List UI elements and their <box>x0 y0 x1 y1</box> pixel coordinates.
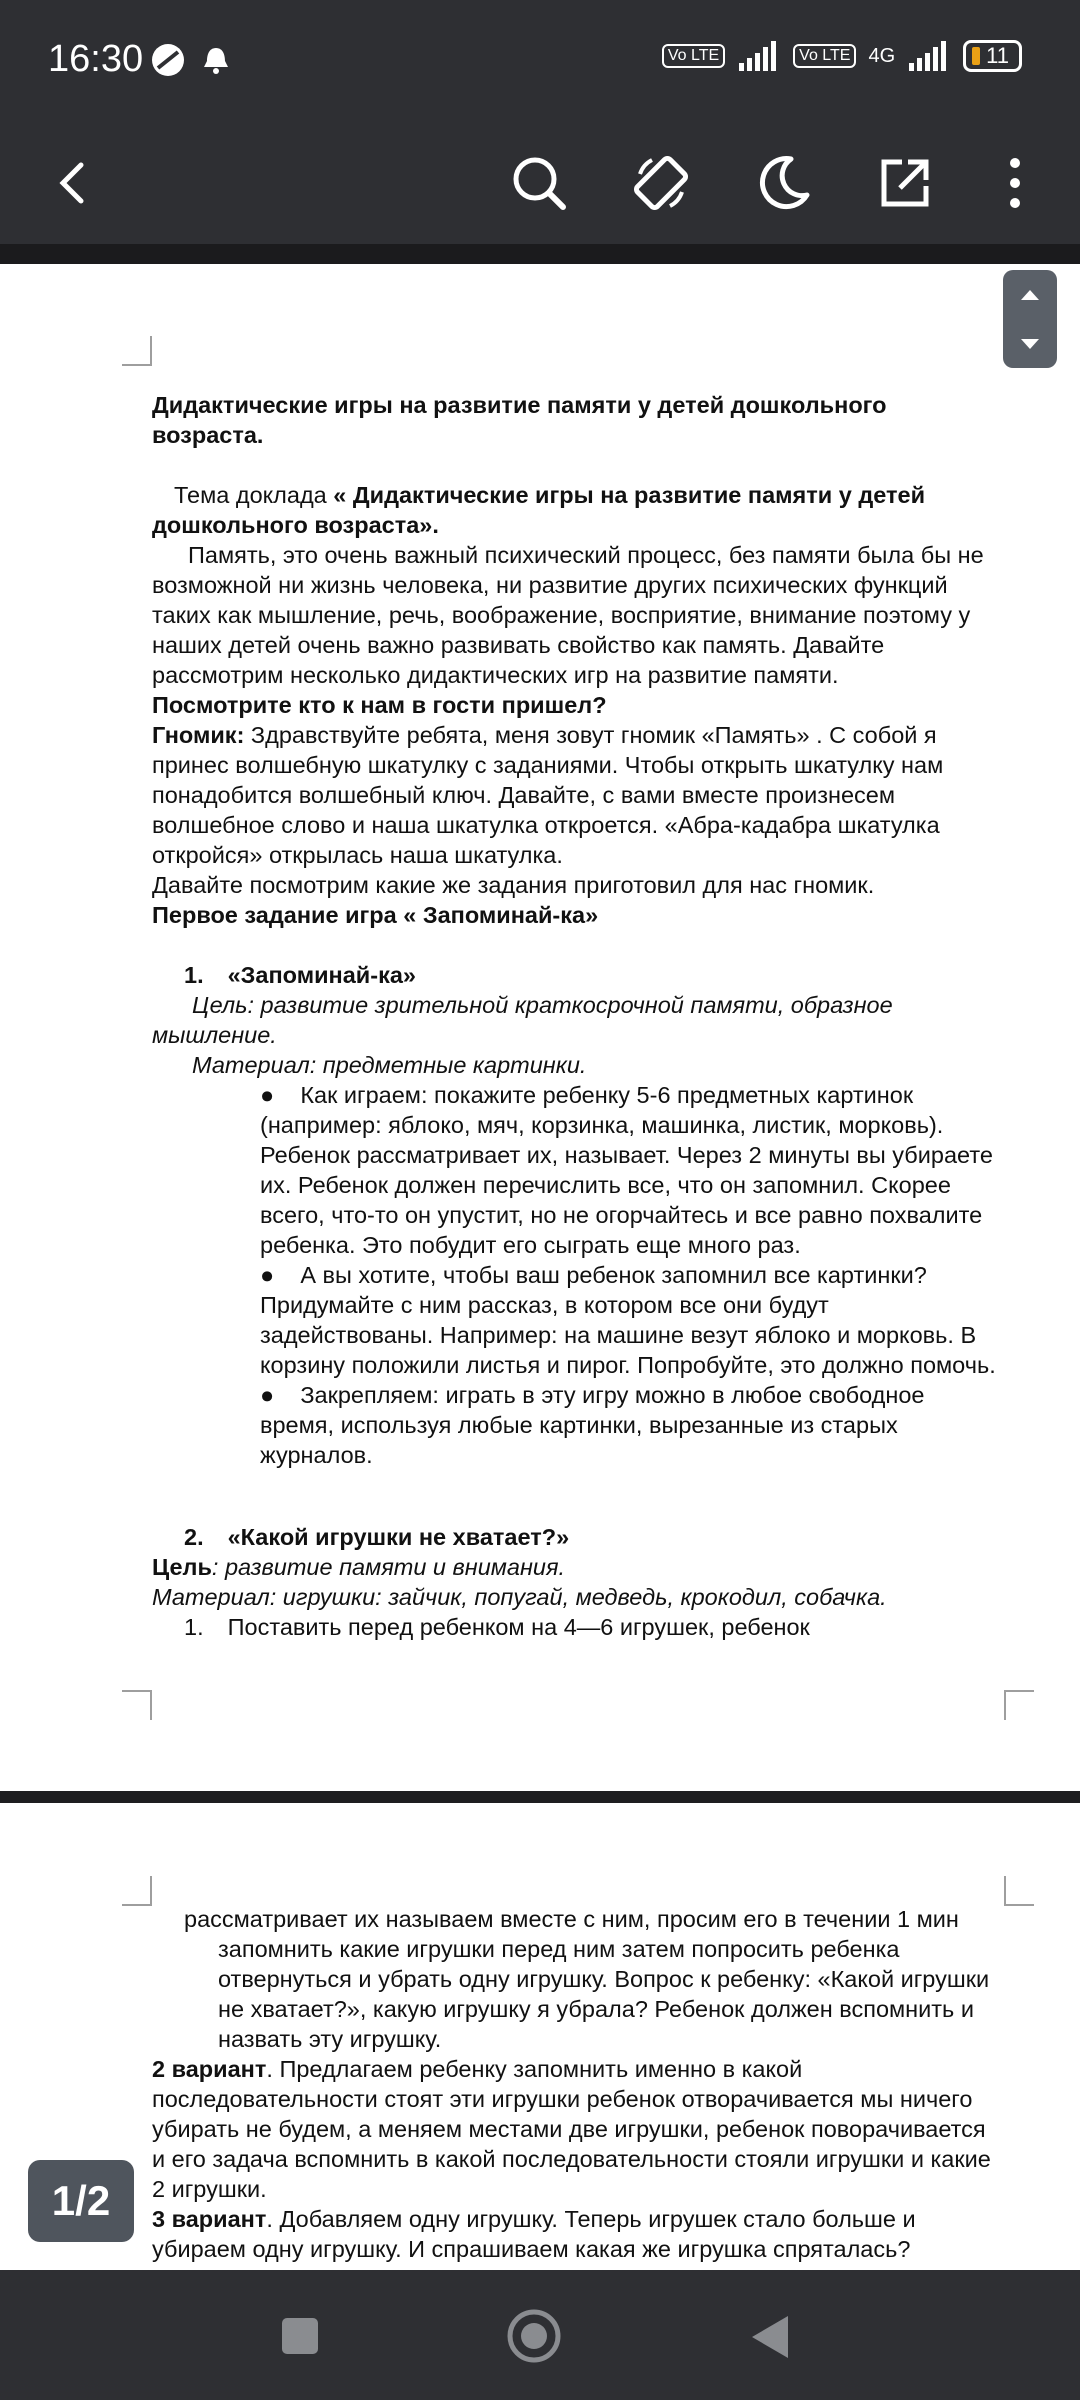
theme-title: « Дидактические игры на развитие памяти у детей дошкольного возраста». <box>152 482 926 538</box>
bullet-text: А вы хотите, чтобы ваш ребенок запомнил все картинки? Придумайте с ним рассказ, в котором все они будут задействованы. Например: на машине везут яблоко и морковь. В корзину положили листья и пирог. Попробуйте, это должно помочь. <box>260 1262 996 1378</box>
recents-square-icon[interactable] <box>280 2316 320 2356</box>
scroll-up-icon[interactable] <box>1019 288 1041 302</box>
status-time: 16:30 <box>48 38 144 80</box>
page-indicator: 1/2 <box>28 2160 134 2242</box>
share-button[interactable] <box>868 146 942 220</box>
home-circle-icon[interactable] <box>506 2308 562 2364</box>
game2-title: «Какой игрушки не хватает?» <box>227 1524 570 1550</box>
search-icon <box>509 153 569 213</box>
gnome-paragraph <box>152 720 1004 870</box>
volte-badge-1: Vo LTE <box>662 44 725 68</box>
variant3-label: 3 вариант <box>152 2206 267 2232</box>
night-mode-button[interactable] <box>746 146 820 220</box>
navigation-bar <box>0 2270 1080 2400</box>
volte-badge-2: Vo LTE <box>793 44 856 68</box>
status-icons <box>662 40 1022 72</box>
game1-title: «Запоминай-ка» <box>227 962 416 988</box>
game1-num: 1. <box>184 962 204 988</box>
game2-heading <box>152 1522 1004 1552</box>
alarm-icon <box>198 42 234 78</box>
variant2-label: 2 вариант <box>152 2056 267 2082</box>
game1-heading <box>152 960 1004 990</box>
gnome-label: Гномик: <box>152 722 245 748</box>
page-separator <box>0 1791 1080 1803</box>
rotate-icon <box>630 152 692 214</box>
rotate-button[interactable] <box>624 146 698 220</box>
game1-bullets <box>152 1080 1004 1470</box>
page-2-content <box>152 1904 1004 2264</box>
scroll-down-icon[interactable] <box>1019 337 1041 351</box>
game1-material: Материал: предметные картинки. <box>192 1052 587 1078</box>
document-viewer[interactable] <box>0 264 1080 2270</box>
back-triangle-icon[interactable] <box>748 2314 792 2360</box>
battery-icon <box>963 40 1022 72</box>
theme-paragraph <box>152 480 1004 540</box>
game2-material: Материал: игрушки: зайчик, попугай, медведь, крокодил, собачка. <box>152 1584 887 1610</box>
continued-line: рассматривает их называем вместе с ним, просим его в течении 1 мин <box>184 1906 959 1932</box>
toolbar-divider <box>0 244 1080 264</box>
intro-paragraph: Память, это очень важный психический процесс, без памяти была бы не возможной ни жизнь человека, ни развитие других психических функций таких как мышление, речь, воображение, восприятие, внимание поэтому у наших детей очень важно развивать свойство как память. Давайте рассмотрим несколько дидактических игр на развитие памяти. <box>152 542 984 688</box>
step-text: Поставить перед ребенком на 4—6 игрушек, ребенок <box>227 1614 810 1640</box>
network-type: 4G <box>868 44 896 67</box>
crop-mark <box>1004 1690 1034 1720</box>
first-task-heading: Первое задание игра « Запоминай-ка» <box>152 902 599 928</box>
battery-level: 11 <box>986 43 1009 68</box>
variant3-text: . Добавляем одну игрушку. Теперь игрушек стало больше и убираем одну игрушку. И спрашиваем какая же игрушка спряталась? <box>152 2206 916 2262</box>
list-item: ● Как играем: покажите ребенку 5-6 предметных картинок (например: яблоко, мяч, корзинка, машинка, листик, морковь). Ребенок рассматривает их, называет. Через 2 минуты вы убираете их. Ребенок должен перечислить все, что он запомнил. Скорее всего, что-то он упустит, но не огорчайтесь и все равно похвалите ребенка. Это побудит его сыграть еще много раз. <box>260 1082 993 1258</box>
bullet-text: Как играем: покажите ребенку 5-6 предметных картинок (например: яблоко, мяч, корзинка, машинка, листик, морковь). Ребенок рассматривает их, называет. Через 2 минуты вы убираете их. Ребенок должен перечислить все, что он запомнил. Скорее всего, что-то он упустит, но не огорчайтесь и все равно похвалите ребенка. Это побудит его сыграть еще много раз. <box>260 1082 993 1258</box>
continued-text: запомнить какие игрушки перед ним затем попросить ребенка отвернуться и убрать одну игрушку. Вопрос к ребенку: «Какой игрушки не хватает?», какую игрушку я убрала? Ребенок должен вспомнить и назвать эту игрушку. <box>218 1936 990 2052</box>
more-icon <box>1007 155 1023 211</box>
game2-num: 2. <box>184 1524 204 1550</box>
share-icon <box>876 154 934 212</box>
back-icon <box>51 161 95 205</box>
back-button[interactable] <box>36 146 110 220</box>
variant2-text: . Предлагаем ребенку запомнить именно в какой последовательности стоят эти игрушки ребенок отворачивается мы ничего убирать не будем, а меняем местами две игрушки, ребенок поворачивается и его задача вспомнить в какой последовательности стояли игрушки и какие 2 игрушки. <box>152 2056 991 2202</box>
crop-mark <box>122 336 152 366</box>
page-1-content <box>152 390 1004 1642</box>
crop-mark <box>122 1876 152 1906</box>
bullet-text: Закрепляем: играть в эту игру можно в любое свободное время, используя любые картинки, вырезанные из старых журналов. <box>260 1382 925 1468</box>
goal-label: Цель <box>152 1554 212 1580</box>
status-bar <box>0 0 1080 122</box>
game1-goal: Цель: развитие зрительной краткосрочной памяти, образное мышление. <box>152 992 893 1048</box>
doc-title: Дидактические игры на развитие памяти у детей дошкольного возраста. <box>152 392 887 448</box>
list-item: ● А вы хотите, чтобы ваш ребенок запомнил все картинки? Придумайте с ним рассказ, в котором все они будут задействованы. Например: на машине везут яблоко и морковь. В корзину положили листья и пирог. Попробуйте, это должно помочь. <box>260 1262 996 1378</box>
data-saver-icon <box>150 42 186 78</box>
variant3-paragraph <box>152 2204 1004 2264</box>
night-mode-icon <box>753 153 813 213</box>
reader-toolbar <box>0 122 1080 244</box>
game2-step <box>152 1612 1004 1642</box>
crop-mark <box>1004 1876 1034 1906</box>
gnome-text: Здравствуйте ребята, меня зовут гномик «Память» . С собой я принес волшебную шкатулку с заданиями. Чтобы открыть шкатулку нам понадобится волшебный ключ. Давайте, с вами вместе произнесем волшебное слово и наша шкатулка откроется. «Абра-кадабра шкатулка откройся» открылась наша шкатулка. <box>152 722 944 868</box>
more-button[interactable] <box>978 146 1052 220</box>
game2-goal <box>152 1552 1004 1582</box>
guest-question: Посмотрите кто к нам в гости пришел? <box>152 692 607 718</box>
crop-mark <box>122 1690 152 1720</box>
search-button[interactable] <box>502 146 576 220</box>
list-item: ● Закрепляем: играть в эту игру можно в любое свободное время, используя любые картинки, вырезанные из старых журналов. <box>260 1382 925 1468</box>
step-num: 1. <box>184 1614 204 1640</box>
signal-icon-2 <box>907 41 951 71</box>
lets-see-line: Давайте посмотрим какие же задания приготовил для нас гномик. <box>152 872 875 898</box>
goal-text: : развитие памяти и внимания. <box>211 1554 566 1580</box>
variant2-paragraph <box>152 2054 1004 2204</box>
page-scroll-widget[interactable] <box>1003 270 1057 368</box>
theme-prefix: Тема доклада <box>174 482 334 508</box>
signal-icon-1 <box>737 41 781 71</box>
